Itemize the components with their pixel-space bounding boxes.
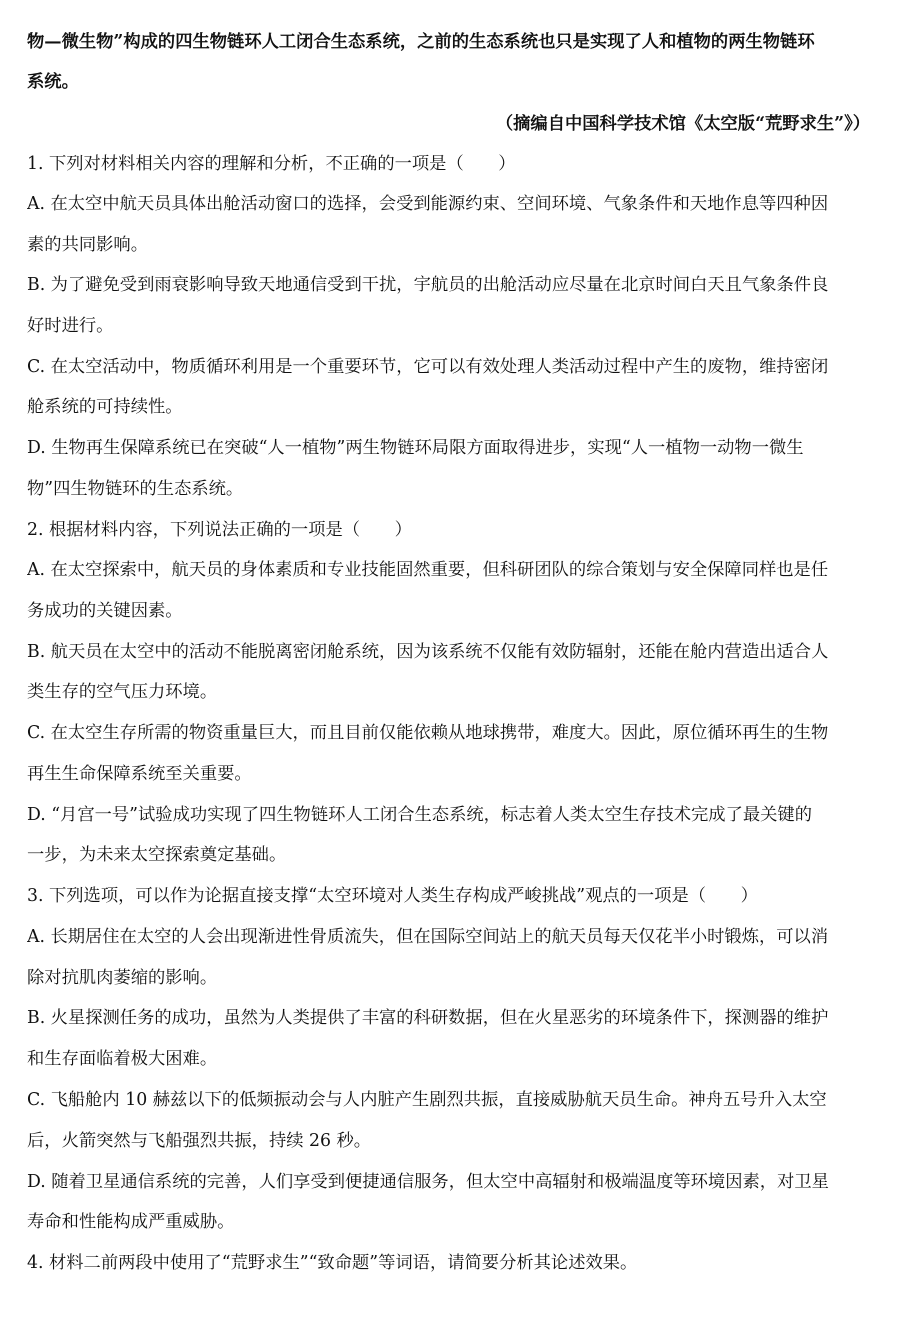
question-3-option-a-cont: 除对抗肌肉萎缩的影响。: [27, 968, 218, 988]
question-2-option-b-cont: 类生存的空气压力环境。: [27, 682, 218, 702]
question-2-option-c: C. 在太空生存所需的物资重量巨大，而且目前仅能依赖从地球携带，难度大。因此，原位循环再生的生物: [27, 723, 829, 743]
question-1-option-d: D. 生物再生保障系统已在突破“人一植物”两生物链环局限方面取得进步，实现“人一植物一动物一微生: [27, 438, 804, 458]
question-2-option-d: D. “月宫一号”试验成功实现了四生物链环人工闭合生态系统，标志着人类太空生存技术完成了最关键的: [27, 805, 812, 825]
question-2-option-a-cont: 务成功的关键因素。: [27, 601, 183, 621]
question-3-option-b-cont: 和生存面临着极大困难。: [27, 1049, 218, 1069]
question-1-option-d-cont: 物”四生物链环的生态系统。: [27, 479, 244, 499]
question-3-option-d-cont: 寿命和性能构成严重威胁。: [27, 1212, 235, 1232]
question-2-option-b: B. 航天员在太空中的活动不能脱离密闭舱系统，因为该系统不仅能有效防辐射，还能在舱内营造出适合人: [27, 642, 829, 662]
question-1-option-c: C. 在太空活动中，物质循环利用是一个重要环节，它可以有效处理人类活动过程中产生的废物，维持密闭: [27, 357, 829, 377]
question-1-stem: 1. 下列对材料相关内容的理解和分析，不正确的一项是（ ）: [27, 154, 516, 174]
question-1-option-b-cont: 好时进行。: [27, 316, 114, 336]
question-1-option-a: A. 在太空中航天员具体出舱活动窗口的选择，会受到能源约束、空间环境、气象条件和天地作息等四种因: [27, 194, 829, 214]
passage-source: （摘编自中国科学技术馆《太空版“荒野求生”》）: [495, 114, 870, 134]
question-3-option-c-cont: 后，火箭突然与飞船强烈共振，持续 26 秒。: [27, 1131, 372, 1151]
passage-line: 物—微生物”构成的四生物链环人工闭合生态系统，之前的生态系统也只是实现了人和植物的两生物链环: [27, 32, 815, 52]
question-2-stem: 2. 根据材料内容，下列说法正确的一项是（ ）: [27, 520, 412, 540]
question-3-option-b: B. 火星探测任务的成功，虽然为人类提供了丰富的科研数据，但在火星恶劣的环境条件下，探测器的维护: [27, 1008, 829, 1028]
question-2-option-d-cont: 一步，为未来太空探索奠定基础。: [27, 845, 287, 865]
question-2-option-c-cont: 再生生命保障系统至关重要。: [27, 764, 252, 784]
question-3-option-d: D. 随着卫星通信系统的完善，人们享受到便捷通信服务，但太空中高辐射和极端温度等环境因素，对卫星: [27, 1172, 829, 1192]
question-3-option-a: A. 长期居住在太空的人会出现渐进性骨质流失，但在国际空间站上的航天员每天仅花半小时锻炼，可以消: [27, 927, 829, 947]
question-1-option-b: B. 为了避免受到雨衰影响导致天地通信受到干扰，宇航员的出舱活动应尽量在北京时间白天且气象条件良: [27, 275, 829, 295]
question-2-option-a: A. 在太空探索中，航天员的身体素质和专业技能固然重要，但科研团队的综合策划与安全保障同样也是任: [27, 560, 829, 580]
question-1-option-a-cont: 素的共同影响。: [27, 235, 148, 255]
question-3-stem: 3. 下列选项，可以作为论据直接支撑“太空环境对人类生存构成严峻挑战”观点的一项是（ ）: [27, 886, 758, 906]
question-4-stem: 4. 材料二前两段中使用了“荒野求生”“致命题”等词语，请简要分析其论述效果。: [27, 1253, 638, 1273]
question-1-option-c-cont: 舱系统的可持续性。: [27, 397, 183, 417]
question-3-option-c: C. 飞船舱内 10 赫兹以下的低频振动会与人内脏产生剧烈共振，直接威胁航天员生命。神舟五号升入太空: [27, 1090, 827, 1110]
passage-line: 系统。: [27, 72, 79, 92]
